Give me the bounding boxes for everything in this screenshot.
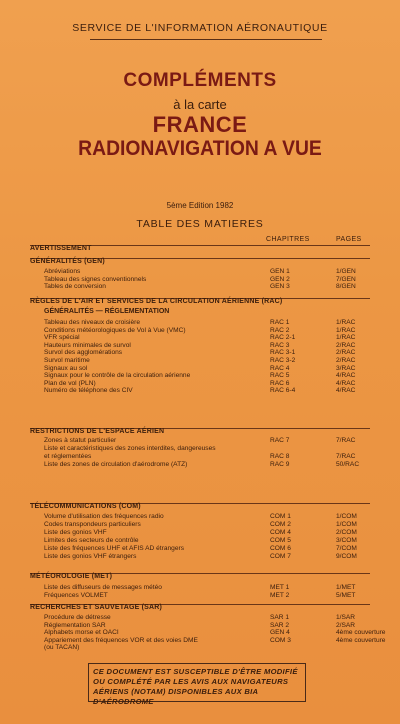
com-row (0, 552, 400, 561)
entry-page: 1/COM (336, 513, 357, 520)
entry-page: 4/RAC (336, 387, 356, 395)
entry-page: 7/GEN (336, 275, 356, 283)
restrictions-row (0, 460, 400, 469)
title-france: FRANCE (152, 112, 248, 137)
entry-page: 2/RAC (336, 341, 356, 349)
entry-chapter: RAC 6-4 (270, 387, 296, 395)
entry-page: 2/RAC (336, 357, 356, 364)
section-gen-header: GÉNÉRALITÉS (GEN) (30, 258, 105, 265)
entry-title: Signaux pour le contrôle de la circulation aérienne (44, 372, 191, 380)
section-sar-header: RECHERCHES ET SAUVETAGE (SAR) (30, 604, 163, 611)
entry-title: Procédure de détresse (44, 614, 111, 621)
entry-chapter: RAC 8 (270, 453, 290, 460)
entry-page: 50/RAC (336, 461, 360, 468)
toc-title: TABLE DES MATIERES (136, 218, 264, 230)
entry-title: Tableau des signes conventionnels (44, 275, 147, 283)
entry-page: 1/RAC (336, 326, 356, 334)
rac-row (0, 386, 400, 395)
entry-chapter: MET 1 (270, 584, 290, 591)
entry-chapter: MET 2 (270, 592, 290, 599)
entry-chapter: RAC 9 (270, 461, 290, 468)
entry-title: Survol maritime (44, 357, 90, 364)
entry-chapter: RAC 3-1 (270, 349, 296, 357)
entry-page: 4/RAC (336, 379, 356, 387)
entry-page: 2/COM (336, 529, 357, 536)
entry-chapter: RAC 4 (270, 364, 290, 372)
entry-chapter: COM 4 (270, 529, 291, 536)
title-complements: COMPLÉMENTS (123, 70, 277, 91)
entry-chapter: RAC 6 (270, 379, 290, 387)
entry-title: Codes transpondeurs particuliers (44, 521, 141, 528)
entry-page: 1/RAC (336, 319, 356, 326)
entry-chapter: COM 3 (270, 636, 291, 644)
entry-chapter: COM 7 (270, 553, 291, 560)
entry-title: Liste des fréquences UHF et AFIS AD étrangers (44, 545, 185, 552)
entry-chapter: RAC 2-1 (270, 334, 296, 342)
entry-chapter: RAC 3 (270, 341, 290, 349)
section-rac-sub: GÉNÉRALITÉS — RÉGLEMENTATION (44, 308, 170, 315)
entry-title: Conditions météorologiques de Vol à Vue (VMC) (44, 326, 186, 334)
column-header-chapitres: CHAPITRES (266, 236, 310, 243)
entry-chapter: GEN 2 (270, 275, 290, 283)
section-avertissement: AVERTISSEMENT (30, 245, 92, 252)
column-header-pages: PAGES (336, 236, 362, 243)
heading-rule (90, 39, 322, 40)
entry-chapter: RAC 2 (270, 326, 290, 334)
section-met-header: MÉTÉOROLOGIE (MET) (30, 573, 113, 580)
entry-chapter: GEN 3 (270, 283, 290, 290)
entry-title: Liste des gonios VHF étrangers (44, 553, 137, 560)
entry-page: 1/MET (336, 584, 356, 591)
entry-title: Limites des secteurs de contrôle (44, 537, 139, 544)
entry-page: 8/GEN (336, 283, 356, 290)
entry-title: Tableau des niveaux de croisière (44, 319, 141, 326)
sar-row (0, 643, 400, 652)
entry-title: Appariement des fréquences VOR et des voies DME (44, 636, 198, 644)
entry-page: 3/COM (336, 537, 357, 544)
entry-page: 4/RAC (336, 372, 356, 380)
entry-page: 3/RAC (336, 364, 356, 372)
entry-page: 7/COM (336, 545, 357, 552)
entry-title: VFR spécial (44, 334, 80, 342)
entry-chapter: SAR 2 (270, 621, 290, 629)
entry-title: Signaux au sol (44, 364, 88, 372)
section-rac-header: RÈGLES DE L'AIR ET SERVICES DE LA CIRCULATION AÉRIENNE (RAC) (30, 298, 283, 305)
entry-chapter: SAR 1 (270, 614, 290, 621)
entry-title: Numéro de téléphone des CIV (44, 387, 133, 395)
entry-page: 1/SAR (336, 614, 356, 621)
edition-label: 5ème Edition 1982 (166, 201, 234, 210)
entry-page: 7/RAC (336, 453, 356, 460)
entry-title: Volume d'utilisation des fréquences radio (44, 513, 164, 520)
entry-title: (ou TACAN) (44, 644, 80, 652)
entry-page: 2/RAC (336, 349, 356, 357)
entry-page: 5/MET (336, 592, 356, 599)
entry-title: Zones à statut particulier (44, 437, 117, 444)
entry-title: Survol des agglomérations (44, 349, 123, 357)
entry-page: 4ème couverture (336, 636, 386, 644)
title-a-la-carte: à la carte (173, 97, 227, 112)
entry-chapter: GEN 1 (270, 268, 290, 275)
entry-chapter: RAC 1 (270, 319, 290, 326)
service-heading: SERVICE DE L'INFORMATION AÉRONAUTIQUE (72, 22, 328, 34)
entry-chapter: COM 6 (270, 545, 291, 552)
entry-title: Liste des diffuseurs de messages météo (44, 584, 162, 591)
entry-title: Liste des gonios VHF (44, 529, 107, 536)
entry-title: Hauteurs minimales de survol (44, 341, 131, 349)
entry-page: 2/SAR (336, 621, 356, 629)
entry-title: Réglementation SAR (44, 621, 106, 629)
entry-title: Tables de conversion (44, 283, 106, 290)
entry-title: Alphabets morse et OACI (44, 629, 119, 637)
notam-notice-box: CE DOCUMENT EST SUSCEPTIBLE D'ÊTRE MODIFIÉ OU COMPLÉTÉ PAR LES AVIS AUX NAVIGATEURS AÉRIENS (NOTAM) DISPONIBLES AUX BIA D'AÉRODROME (88, 663, 306, 702)
entry-chapter: COM 2 (270, 521, 291, 528)
entry-chapter: COM 1 (270, 513, 291, 520)
title-radionavigation: RADIONAVIGATION A VUE (78, 137, 322, 160)
entry-page: 4ème couverture (336, 629, 386, 637)
entry-title: et réglementées (44, 453, 92, 460)
section-com-header: TÉLÉCOMMUNICATIONS (COM) (30, 503, 141, 510)
entry-page: 7/RAC (336, 437, 356, 444)
gen-row (0, 282, 400, 291)
met-row (0, 591, 400, 600)
entry-chapter: COM 5 (270, 537, 291, 544)
entry-title: Abréviations (44, 268, 81, 275)
entry-page: 9/COM (336, 553, 357, 560)
entry-chapter: GEN 4 (270, 629, 290, 637)
entry-title: Liste des zones de circulation d'aérodrome (ATZ) (44, 461, 188, 468)
entry-chapter: RAC 5 (270, 372, 290, 380)
entry-title: Plan de vol (PLN) (44, 379, 96, 387)
entry-page: 1/RAC (336, 334, 356, 342)
entry-page: 1/GEN (336, 268, 356, 275)
entry-title: Liste et caractéristiques des zones interdites, dangereuses (44, 445, 216, 452)
entry-chapter: RAC 3-2 (270, 357, 296, 364)
entry-chapter: RAC 7 (270, 437, 290, 444)
entry-title: Fréquences VOLMET (44, 592, 108, 599)
entry-page: 1/COM (336, 521, 357, 528)
section-restrictions-header: RESTRICTIONS DE L'ESPACE AÉRIEN (30, 428, 165, 435)
